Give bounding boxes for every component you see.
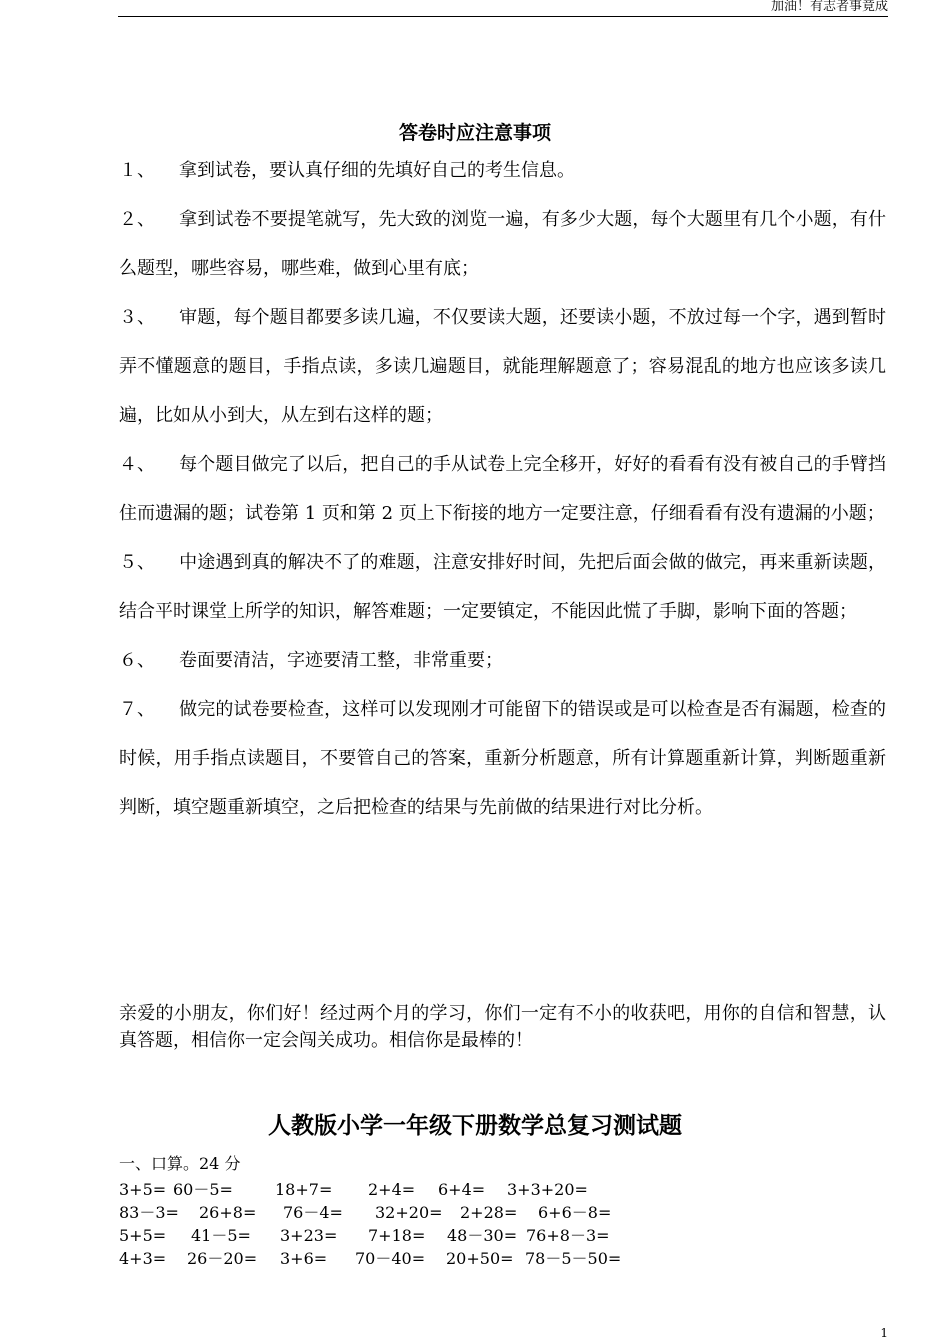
calc-item: 4+3= (119, 1249, 167, 1268)
calc-item: 3+5= (119, 1180, 167, 1199)
section-heading: 一、口算。24 分 (119, 1154, 241, 1173)
note-number: ７、 (119, 699, 155, 720)
calc-item: 32+20= (375, 1203, 443, 1222)
calc-item: 3+6= (280, 1249, 328, 1268)
intro-paragraph: 亲爱的小朋友，你们好！经过两个月的学习，你们一定有不小的收获吧，用你的自信和智慧，认真答题，相信你一定会闯关成功。相信你是最棒的！ (119, 1003, 886, 1051)
header-motto: 加油！有志者事竟成 (770, 0, 888, 14)
calc-item: 60－5= (173, 1180, 233, 1199)
calc-item: 26+8= (199, 1203, 257, 1222)
note-number: ４、 (119, 454, 155, 475)
header-rule (118, 16, 888, 17)
note-text: 审题，每个题目都要多读几遍，不仅要读大题，还要读小题，不放过每一个字，遇到暂时弄不懂题意的题目，手指点读，多读几遍题目，就能理解题意了；容易混乱的地方也应该多读几遍，比如从小到大，从左到右这样的题； (119, 307, 886, 426)
calc-item: 20+50= (446, 1249, 514, 1268)
calc-item: 2+28= (460, 1203, 518, 1222)
calc-item: 7+18= (368, 1226, 426, 1245)
calc-item: 18+7= (275, 1180, 333, 1199)
note-item (119, 440, 886, 538)
calc-item: 6+6－8= (538, 1203, 612, 1222)
note-item (119, 293, 886, 440)
calc-item: 70－40= (355, 1249, 426, 1268)
page-number: 1 (880, 1326, 888, 1340)
notes-list (119, 146, 886, 832)
calc-item: 26－20= (187, 1249, 258, 1268)
note-text: 做完的试卷要检查，这样可以发现刚才可能留下的错误或是可以检查是否有漏题，检查的时候，用手指点读题目，不要管自己的答案，重新分析题意，所有计算题重新计算，判断题重新判断，填空题重新填空，之后把检查的结果与先前做的结果进行对比分析。 (119, 699, 886, 818)
note-text: 拿到试卷不要提笔就写，先大致的浏览一遍，有多少大题，每个大题里有几个小题，有什么题型，哪些容易，哪些难，做到心里有底； (119, 209, 886, 279)
calc-item: 3+3+20= (507, 1180, 588, 1199)
calc-item: 76+8－3= (526, 1226, 610, 1245)
calc-item: 48－30= (447, 1226, 518, 1245)
note-text: 每个题目做完了以后，把自己的手从试卷上完全移开，好好的看看有没有被自己的手臂挡住而遗漏的题；试卷第 1 页和第 2 页上下衔接的地方一定要注意，仔细看看有没有遗漏的小题； (119, 454, 886, 524)
exam-title: 人教版小学一年级下册数学总复习测试题 (268, 1112, 682, 1139)
calc-item: 2+4= (368, 1180, 416, 1199)
note-text: 中途遇到真的解决不了的难题，注意安排好时间，先把后面会做的做完，再来重新读题，结合平时课堂上所学的知识，解答难题；一定要镇定，不能因此慌了手脚，影响下面的答题； (119, 552, 886, 622)
calc-item: 6+4= (438, 1180, 486, 1199)
calc-item: 3+23= (280, 1226, 338, 1245)
calc-item: 78－5－50= (525, 1249, 622, 1268)
note-text: 卷面要清洁，字迹要清工整，非常重要； (179, 650, 503, 671)
note-item (119, 685, 886, 832)
note-text: 拿到试卷，要认真仔细的先填好自己的考生信息。 (179, 160, 575, 181)
calc-item: 5+5= (119, 1226, 167, 1245)
note-number: ３、 (119, 307, 155, 328)
note-item (119, 636, 886, 685)
note-item (119, 538, 886, 636)
note-item (119, 146, 886, 195)
calc-item: 83－3= (119, 1203, 179, 1222)
note-number: ５、 (119, 552, 155, 573)
note-number: １、 (119, 160, 155, 181)
note-number: ６、 (119, 650, 155, 671)
note-item (119, 195, 886, 293)
note-number: ２、 (119, 209, 155, 230)
calc-item: 76－4= (283, 1203, 343, 1222)
calc-item: 41－5= (191, 1226, 251, 1245)
notes-title: 答卷时应注意事项 (398, 122, 551, 144)
